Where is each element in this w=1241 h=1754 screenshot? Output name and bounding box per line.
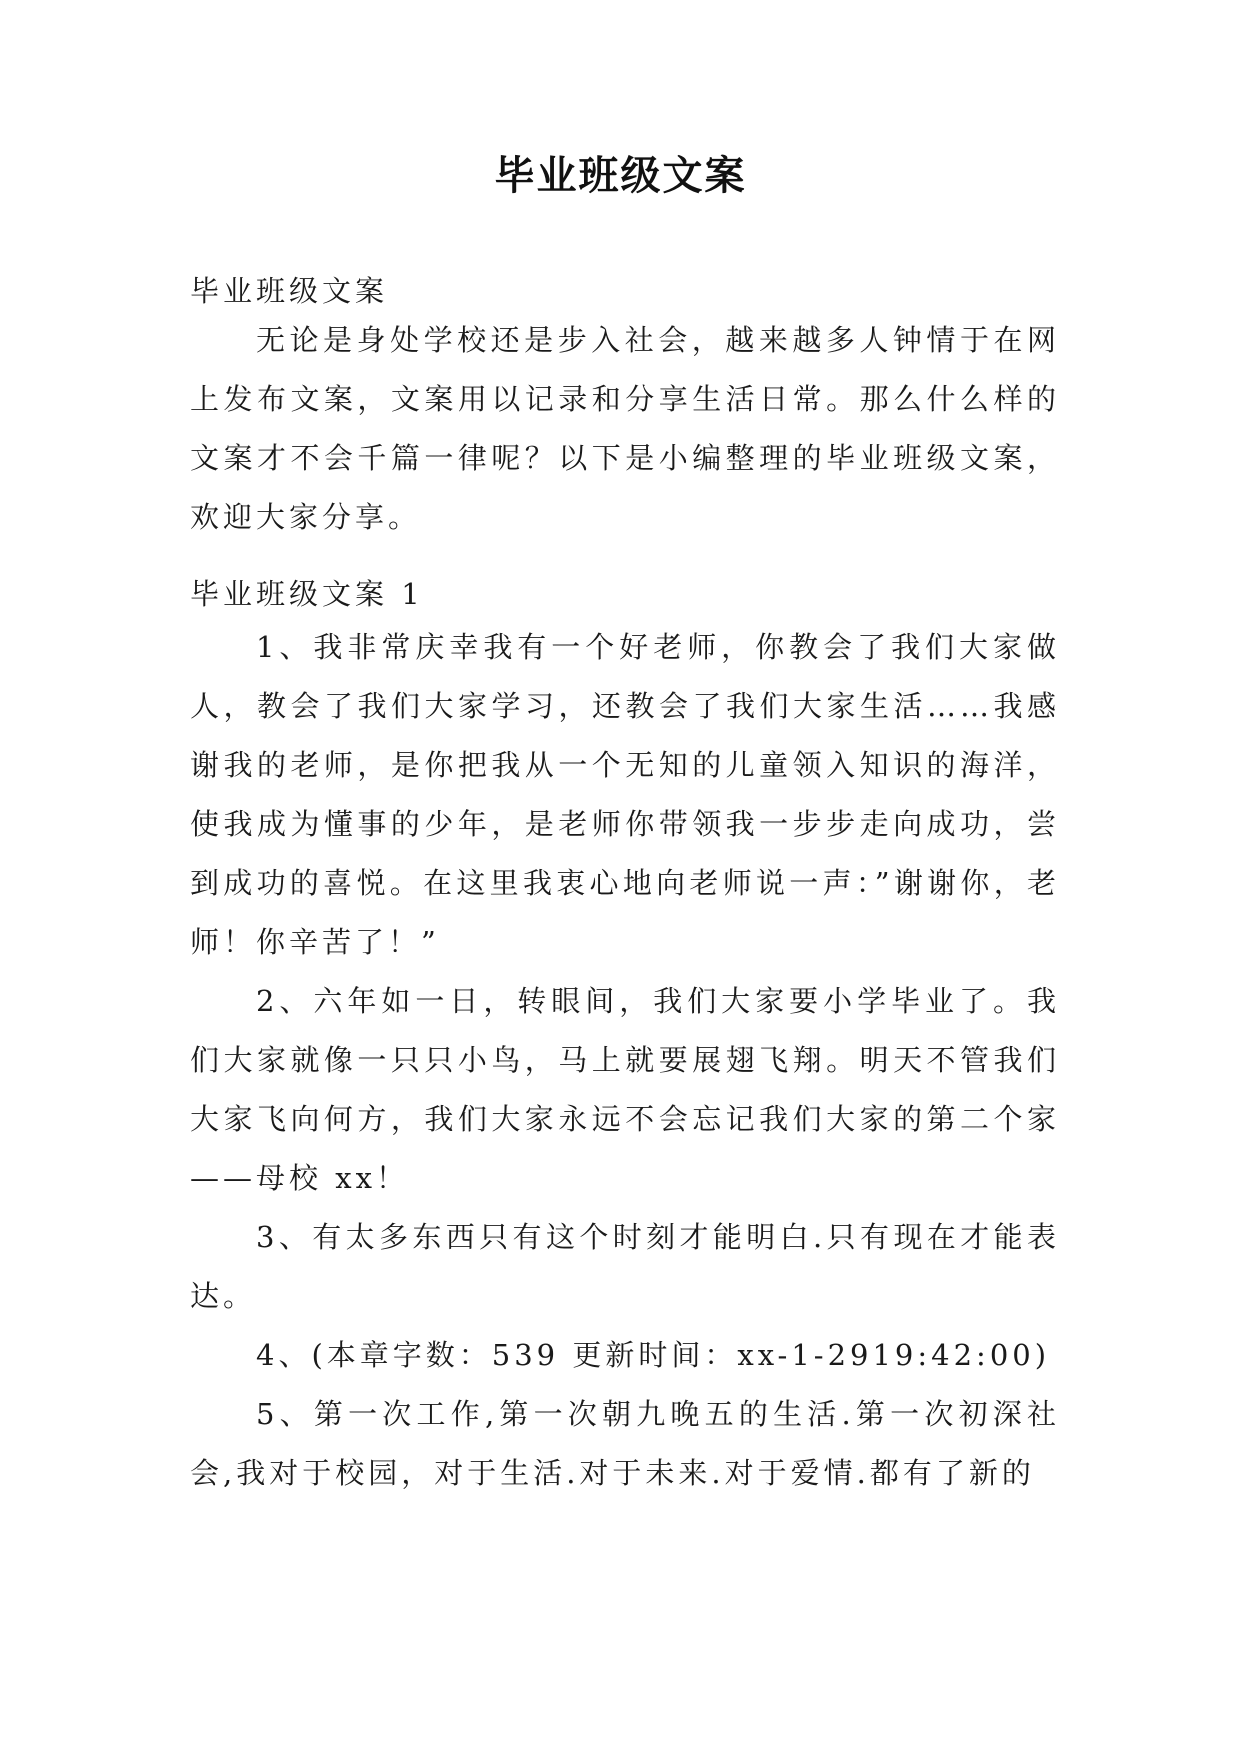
list-item-5: 5、第一次工作,第一次朝九晚五的生活.第一次初深社会,我对于校园，对于生活.对于未来.对于爱情.都有了新的 [190, 1397, 1060, 1490]
list-item-4: 4、(本章字数：539 更新时间：xx-1-2919:42:00) [256, 1338, 1051, 1372]
list-item-2: 2、六年如一日，转眼间，我们大家要小学毕业了。我们大家就像一只只小鸟，马上就要展翅飞翔。明天不管我们大家飞向何方，我们大家永远不会忘记我们大家的第二个家——母校 xx！ [190, 984, 1060, 1195]
section-heading: 毕业班级文案 1 [190, 577, 424, 611]
intro-heading: 毕业班级文案 [190, 274, 389, 308]
section-body [190, 618, 1060, 1503]
document-title: 毕业班级文案 [494, 153, 747, 199]
intro-paragraph: 无论是身处学校还是步入社会，越来越多人钟情于在网上发布文案，文案用以记录和分享生活日常。那么什么样的文案才不会千篇一律呢？以下是小编整理的毕业班级文案，欢迎大家分享。 [190, 323, 1060, 534]
list-item-3: 3、有太多东西只有这个时刻才能明白.只有现在才能表达。 [190, 1220, 1060, 1313]
list-item-1: 1、我非常庆幸我有一个好老师，你教会了我们大家做人，教会了我们大家学习，还教会了我们大家生活……我感谢我的老师，是你把我从一个无知的儿童领入知识的海洋，使我成为懂事的少年，是老师你带领我一步步走向成功，尝到成功的喜悦。在这里我衷心地向老师说一声：”谢谢你，老师！你辛苦了！” [190, 630, 1060, 959]
intro-section [190, 311, 1060, 547]
